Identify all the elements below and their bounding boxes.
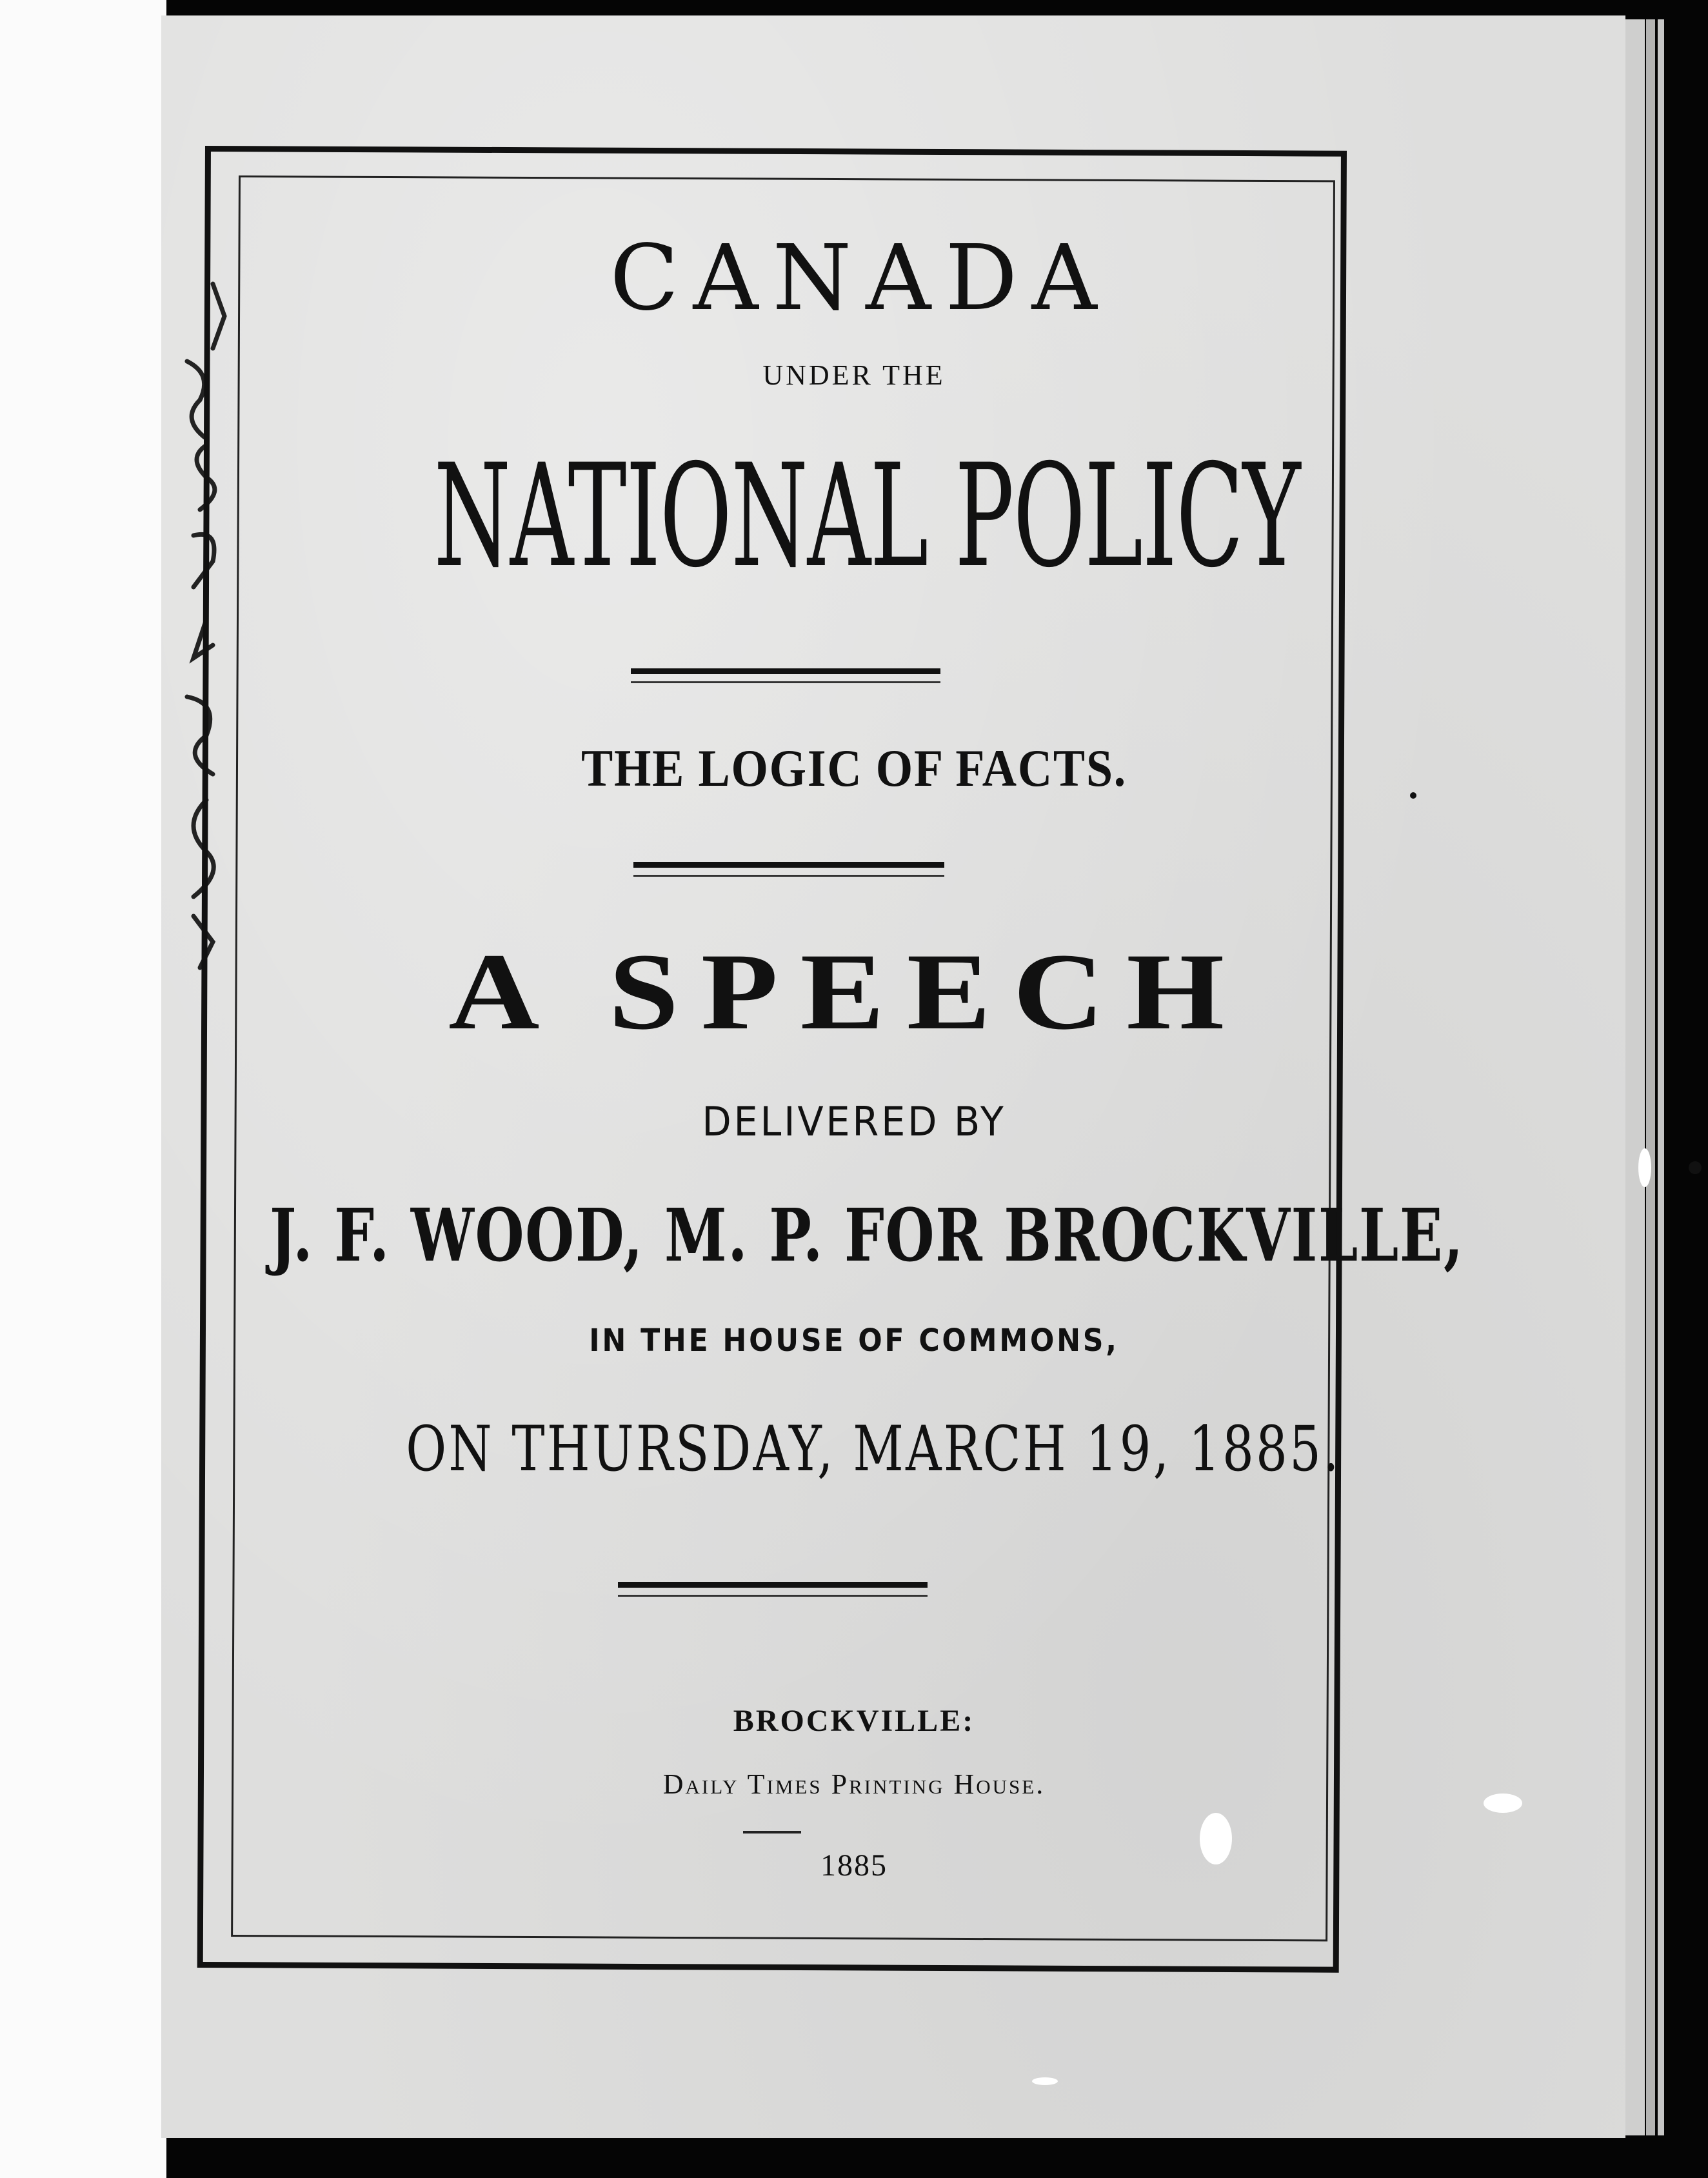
page-edge (1625, 19, 1645, 2135)
page-edge (1658, 19, 1664, 2135)
venue-line: IN THE HOUSE OF COMMONS, (589, 1323, 1119, 1359)
title-canada: CANADA (610, 226, 1111, 331)
scan-speck (1200, 1813, 1232, 1864)
page-edge (1646, 19, 1655, 2135)
heading-a-speech: A SPEECH (448, 931, 1247, 1052)
scan-speck (1410, 792, 1416, 799)
imprint-year: 1885 (820, 1848, 888, 1883)
scan-speck (1032, 2077, 1058, 2085)
short-rule (743, 1831, 801, 1833)
scan-speck (1689, 1161, 1702, 1174)
imprint-printer: Daily Times Printing House. (662, 1768, 1046, 1800)
subtitle-logic-of-facts: THE LOGIC OF FACTS. (581, 739, 1127, 797)
scan-speck (1638, 1148, 1651, 1187)
date-line: ON THURSDAY, MARCH 19, 1885. (406, 1413, 1341, 1485)
scan-speck (1484, 1793, 1522, 1813)
title-national-policy: NATIONAL POLICY (433, 434, 1300, 599)
author-line: J. F. WOOD, M. P. FOR BROCKVILLE, (270, 1194, 1464, 1278)
imprint-place: BROCKVILLE: (733, 1704, 975, 1738)
delivered-by: DELIVERED BY (702, 1098, 1006, 1145)
title-under-the: UNDER THE (762, 359, 946, 391)
